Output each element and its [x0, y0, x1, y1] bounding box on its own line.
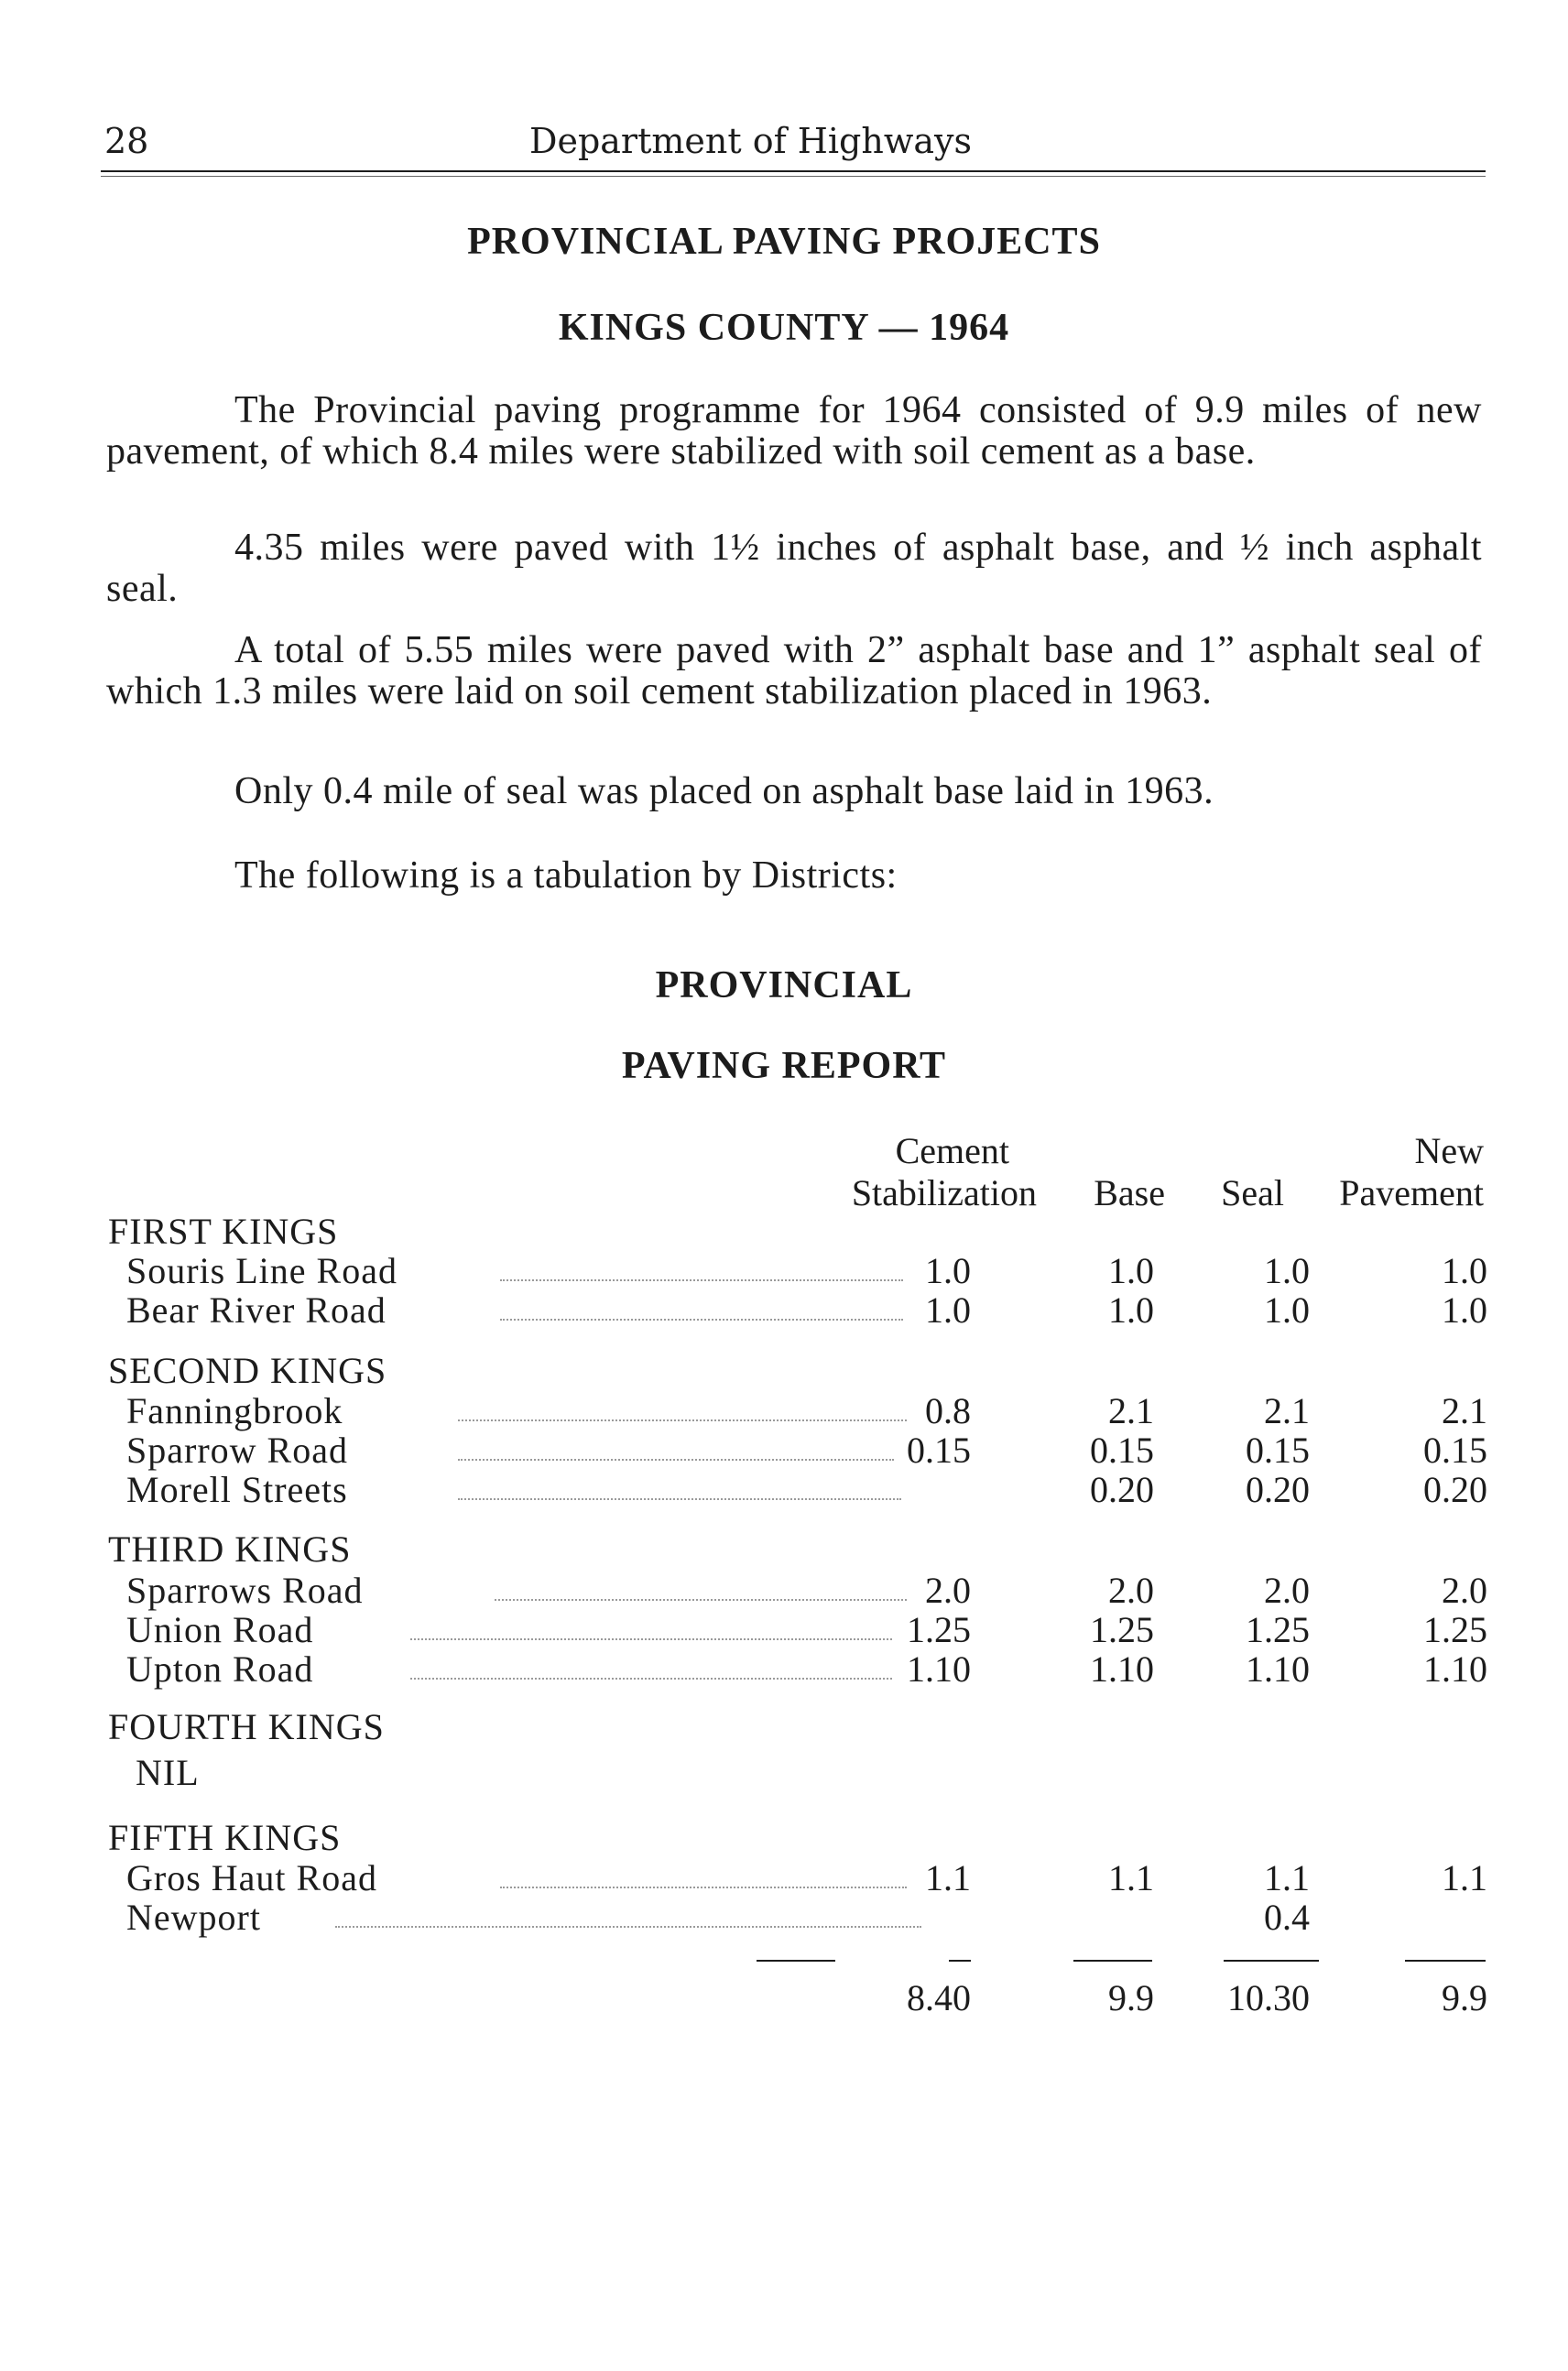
total-cement: 8.40: [907, 1977, 971, 2018]
paragraph-1: The Provincial paving programme for 1964 consisted of 9.9 miles of new pavement, of which 8.4 miles were stabilized with soil cement as a base.: [106, 389, 1482, 473]
running-header: Department of Highways: [529, 121, 972, 161]
cell-cement: 0.15: [907, 1430, 971, 1471]
column-header-cement-stabilization: Cement Stabilization: [851, 1130, 1037, 1213]
cell-base: 2.1: [1108, 1390, 1154, 1431]
cell-seal: 1.1: [1264, 1857, 1310, 1898]
total-rule: [1405, 1960, 1486, 1962]
district-name: THIRD KINGS: [108, 1528, 352, 1570]
cell-seal: 2.0: [1264, 1570, 1310, 1611]
cell-pavement: 1.25: [1423, 1609, 1487, 1650]
total-seal: 10.30: [1227, 1977, 1310, 2018]
cell-seal: 0.4: [1264, 1897, 1310, 1938]
cell-pavement: 0.20: [1423, 1469, 1487, 1510]
dot-leader: [410, 1678, 892, 1680]
cell-pavement: 2.0: [1442, 1570, 1487, 1611]
cell-seal: 1.25: [1246, 1609, 1310, 1650]
total-pavement: 9.9: [1442, 1977, 1487, 2018]
report-title-line2: PAVING REPORT: [621, 1045, 947, 1087]
cell-cement: 1.10: [907, 1648, 971, 1690]
cell-pavement: 1.1: [1442, 1857, 1487, 1898]
district-note: NIL: [136, 1752, 200, 1793]
district-name: FOURTH KINGS: [108, 1706, 385, 1747]
cell-seal: 0.15: [1246, 1430, 1310, 1471]
paragraph-5: The following is a tabulation by Districts:: [234, 854, 898, 897]
cell-cement: 1.0: [925, 1289, 971, 1331]
total-rule: [757, 1960, 835, 1962]
road-name: Souris Line Road: [126, 1250, 397, 1291]
road-name: Sparrow Road: [126, 1430, 348, 1471]
cell-pavement: 1.10: [1423, 1648, 1487, 1690]
cell-cement: 1.1: [925, 1857, 971, 1898]
cell-pavement: 0.15: [1423, 1430, 1487, 1471]
cell-base: 1.25: [1090, 1609, 1154, 1650]
road-name: Morell Streets: [126, 1469, 348, 1510]
paragraph-2: 4.35 miles were paved with 1½ inches of asphalt base, and ½ inch asphalt seal.: [106, 527, 1482, 610]
column-header-base: Base: [1094, 1172, 1165, 1213]
page-subtitle: KINGS COUNTY — 1964: [558, 307, 1010, 349]
page-number: 28: [104, 121, 149, 161]
road-name: Gros Haut Road: [126, 1857, 377, 1898]
header-rule: [101, 170, 1486, 172]
road-name: Bear River Road: [126, 1289, 387, 1331]
dot-leader: [335, 1926, 921, 1928]
dot-leader: [410, 1638, 892, 1640]
cell-seal: 1.0: [1264, 1289, 1310, 1331]
cell-seal: 0.20: [1246, 1469, 1310, 1510]
cell-base: 1.0: [1108, 1289, 1154, 1331]
cell-base: 0.15: [1090, 1430, 1154, 1471]
header-rule-thin: [101, 176, 1486, 177]
cell-cement: 0.8: [925, 1390, 971, 1431]
cell-base: 2.0: [1108, 1570, 1154, 1611]
cell-pavement: 1.0: [1442, 1250, 1487, 1291]
total-rule: [949, 1960, 971, 1962]
cell-pavement: 2.1: [1442, 1390, 1487, 1431]
page-title: PROVINCIAL PAVING PROJECTS: [467, 221, 1101, 263]
cell-pavement: 1.0: [1442, 1289, 1487, 1331]
cell-cement: 1.0: [925, 1250, 971, 1291]
district-name: SECOND KINGS: [108, 1350, 387, 1391]
cell-base: 1.0: [1108, 1250, 1154, 1291]
cell-base: 1.1: [1108, 1857, 1154, 1898]
road-name: Upton Road: [126, 1648, 314, 1690]
road-name: Fanningbrook: [126, 1390, 343, 1431]
paragraph-3: A total of 5.55 miles were paved with 2” asphalt base and 1” asphalt seal of which 1.3 miles were laid on soil cement stabilization placed in 1963.: [106, 629, 1482, 712]
dot-leader: [458, 1498, 901, 1500]
district-name: FIFTH KINGS: [108, 1817, 342, 1858]
cell-cement: 1.25: [907, 1609, 971, 1650]
road-name: Sparrows Road: [126, 1570, 364, 1611]
report-title-line1: PROVINCIAL: [655, 964, 913, 1006]
total-rule: [1073, 1960, 1152, 1962]
cell-seal: 2.1: [1264, 1390, 1310, 1431]
total-rule: [1224, 1960, 1319, 1962]
district-name: FIRST KINGS: [108, 1211, 339, 1252]
column-header-new-pavement: New Pavement: [1339, 1130, 1484, 1213]
cell-base: 0.20: [1090, 1469, 1154, 1510]
road-name: Newport: [126, 1897, 261, 1938]
total-base: 9.9: [1108, 1977, 1154, 2018]
cell-base: 1.10: [1090, 1648, 1154, 1690]
paragraph-4: Only 0.4 mile of seal was placed on asphalt base laid in 1963.: [234, 770, 1214, 812]
cell-seal: 1.10: [1246, 1648, 1310, 1690]
column-header-seal: Seal: [1221, 1172, 1284, 1213]
road-name: Union Road: [126, 1609, 314, 1650]
cell-cement: 2.0: [925, 1570, 971, 1611]
cell-seal: 1.0: [1264, 1250, 1310, 1291]
